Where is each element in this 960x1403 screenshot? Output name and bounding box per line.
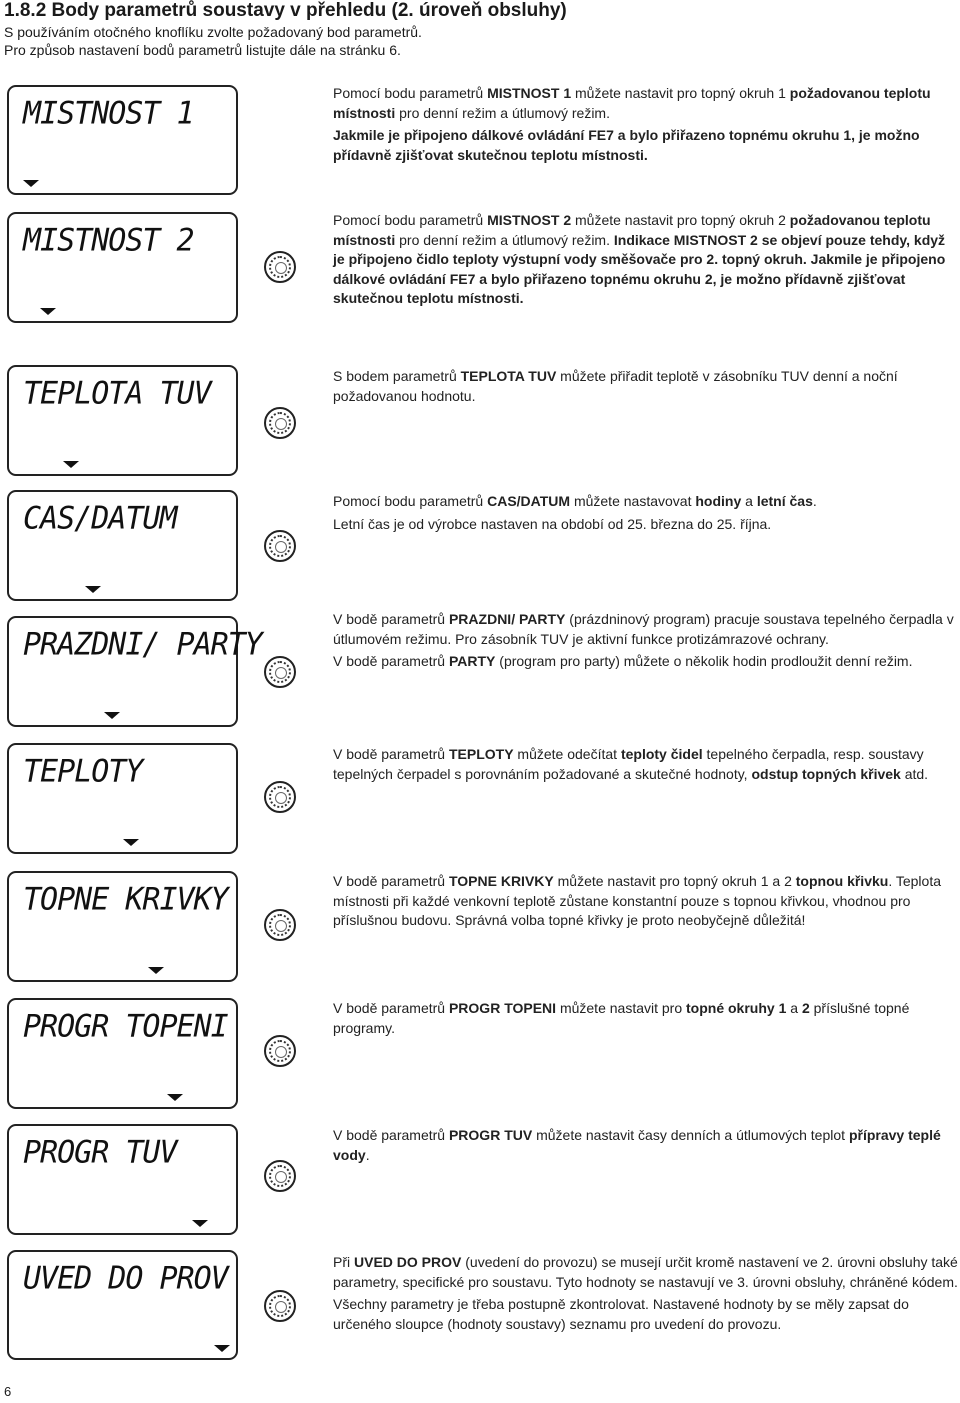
- description-paragraph: [333, 1295, 958, 1334]
- rotary-knob-icon: [264, 1160, 296, 1192]
- down-arrow-icon: [23, 180, 39, 187]
- text-run: a: [741, 493, 757, 509]
- bold-text: PROGR TUV: [448, 1127, 533, 1143]
- text-run: pro denní režim a útlumový režim.: [395, 231, 614, 248]
- page-title: 1.8.2 Body parametrů soustavy v přehledu (2. úroveň obsluhy): [4, 0, 567, 21]
- text-run: .: [365, 1146, 370, 1163]
- rotary-knob-icon: [264, 909, 296, 941]
- description-paragraph: [333, 745, 958, 784]
- lcd-display-progr-tuv: [7, 1124, 238, 1235]
- page-number: 6: [4, 1384, 12, 1399]
- bold-text: topné okruhy 1: [686, 1000, 787, 1016]
- text-run: atd.: [900, 765, 929, 782]
- lcd-display-teploty: [7, 743, 238, 854]
- down-arrow-icon: [192, 1220, 208, 1227]
- section-description: [333, 1253, 958, 1337]
- bold-text: hodiny: [695, 493, 742, 509]
- text-run: . Teplota místnosti při každé venkovní teplotě zůstane konstantní pouze s topnou křivkou, vhodnou pro příslušnou budovu. Správná volba topné křivky je proto neobyčejně důležitá!: [333, 873, 941, 928]
- text-run: můžete nastavit pro topný okruh 1: [571, 85, 790, 101]
- text-run: příslušné topné programy.: [333, 1000, 910, 1036]
- text-run: pro denní režim a útlumový režim.: [395, 104, 610, 121]
- text-run: V bodě parametrů: [333, 653, 449, 669]
- text-run: V bodě parametrů: [333, 1127, 449, 1143]
- text-run: můžete nastavovat: [570, 493, 696, 509]
- down-arrow-icon: [40, 308, 56, 315]
- bold-text: CAS/DATUM: [487, 493, 571, 509]
- rotary-knob-icon: [264, 656, 296, 688]
- lcd-display-progr-topeni: [7, 998, 238, 1109]
- section-description: [333, 367, 958, 409]
- description-paragraph: [333, 515, 958, 535]
- down-arrow-icon: [167, 1094, 183, 1101]
- section-description: [333, 610, 958, 675]
- bold-text: 2: [801, 1000, 810, 1016]
- bold-text: přípravy teplé vody: [333, 1127, 941, 1163]
- lcd-text: MISTNOST 1: [23, 95, 194, 132]
- lcd-text: PROGR TOPENI: [23, 1008, 228, 1045]
- bold-text: teploty čidel: [620, 746, 703, 762]
- bold-text: PARTY: [448, 653, 496, 669]
- rotary-knob-icon: [264, 251, 296, 283]
- lcd-display-prazdni-party: [7, 616, 262, 727]
- bold-text: TEPLOTY: [448, 746, 514, 762]
- intro-line-1: S používáním otočného knoflíku zvolte požadovaný bod parametrů.: [4, 24, 422, 40]
- lcd-text: UVED DO PROV: [23, 1260, 228, 1297]
- text-run: můžete nastavit pro: [556, 1000, 687, 1016]
- down-arrow-icon: [148, 967, 164, 974]
- bold-text: TOPNE KRIVKY: [448, 873, 554, 889]
- lcd-display-topne-krivky: [7, 871, 238, 982]
- bold-text: Indikace MISTNOST 2 se objeví pouze tehdy, když je připojeno čidlo teploty výstupní vody směšovače pro 2. topný okruh.: [333, 231, 946, 267]
- rotary-knob-icon: [264, 1290, 296, 1322]
- description-paragraph: [333, 492, 958, 512]
- text-run: můžete nastavit pro topný okruh 1 a 2: [553, 873, 796, 889]
- down-arrow-icon: [214, 1345, 230, 1352]
- bold-text: MISTNOST 1: [487, 85, 572, 101]
- text-run: V bodě parametrů: [333, 1000, 449, 1016]
- bold-text: odstup topných křivek: [751, 765, 901, 782]
- description-paragraph: [333, 1253, 958, 1292]
- lcd-text: TOPNE KRIVKY: [23, 881, 228, 918]
- lcd-display-mistnost-1: [7, 85, 238, 195]
- text-run: Pomocí bodu parametrů: [333, 493, 488, 509]
- rotary-knob-icon: [264, 530, 296, 562]
- intro-line-2: Pro způsob nastavení bodů parametrů listujte dále na stránku 6.: [4, 42, 401, 58]
- bold-text: Jakmile je připojeno dálkové ovládání FE7 a bylo přiřazeno topnému okruhu 1, je možno přídavně zjišťovat skutečnou teplotu místnosti.: [333, 127, 920, 163]
- bold-text: letní čas: [756, 493, 813, 509]
- rotary-knob-icon: [264, 781, 296, 813]
- description-paragraph: [333, 610, 958, 649]
- lcd-display-mistnost-2: [7, 212, 238, 323]
- text-run: S bodem parametrů: [333, 368, 461, 384]
- text-run: (prázdninový program) pracuje soustava tepelného čerpadla v útlumovém režimu. Pro zásobník TUV je aktivní funkce protizámrazové ochrany.: [333, 611, 954, 647]
- lcd-text: TEPLOTY: [23, 753, 143, 790]
- bold-text: požadovanou teplotu místnosti: [333, 212, 931, 248]
- description-paragraph: [333, 367, 958, 406]
- lcd-text: PROGR TUV: [23, 1134, 177, 1171]
- description-paragraph: [333, 126, 958, 165]
- lcd-display-teplota-tuv: [7, 365, 238, 476]
- bold-text: MISTNOST 2: [487, 212, 572, 228]
- section-description: [333, 1126, 958, 1168]
- down-arrow-icon: [63, 461, 79, 468]
- text-run: V bodě parametrů: [333, 873, 449, 889]
- text-run: (uvedení do provozu) se musejí určit kromě nastavení ve 2. úrovni obsluhy také parametry, specifické pro soustavu. Tyto hodnoty se nastavují ve 3. úrovni obsluhy, chráněné kódem.: [333, 1254, 958, 1290]
- bold-text: PROGR TOPENI: [448, 1000, 557, 1016]
- text-run: můžete nastavit pro topný okruh 2: [571, 212, 790, 228]
- bold-text: Jakmile je připojeno dálkové ovládání FE7 a bylo přiřazeno topnému okruhu 2, je možno přídavně zjišťovat skutečnou teplotu místnosti.: [333, 251, 946, 306]
- text-run: a: [786, 1000, 802, 1016]
- text-run: (program pro party) můžete o několik hodin prodloužit denní režim.: [495, 653, 913, 669]
- down-arrow-icon: [85, 586, 101, 593]
- text-run: můžete přiřadit teplotě v zásobníku TUV denní a noční požadovanou hodnotu.: [333, 368, 898, 404]
- section-description: [333, 492, 958, 537]
- description-paragraph: [333, 84, 958, 123]
- rotary-knob-icon: [264, 1035, 296, 1067]
- description-paragraph: [333, 872, 958, 931]
- description-paragraph: [333, 652, 958, 672]
- text-run: tepelného čerpadla, resp. soustavy tepelných čerpadel s porovnáním požadované a skutečné hodnoty,: [333, 746, 924, 782]
- description-paragraph: [333, 999, 958, 1038]
- lcd-text: MISTNOST 2: [23, 222, 194, 259]
- section-description: [333, 745, 958, 787]
- description-paragraph: [333, 211, 958, 309]
- text-run: Při: [333, 1254, 354, 1270]
- lcd-text: CAS/DATUM: [23, 500, 177, 537]
- text-run: Pomocí bodu parametrů: [333, 212, 488, 228]
- section-description: [333, 84, 958, 168]
- text-run: V bodě parametrů: [333, 746, 449, 762]
- lcd-text: PRAZDNI/ PARTY: [23, 626, 262, 663]
- bold-text: topnou křivku: [795, 873, 889, 889]
- text-run: .: [812, 493, 817, 509]
- lcd-display-uved-do-prov: [7, 1250, 238, 1360]
- bold-text: UVED DO PROV: [354, 1254, 462, 1270]
- text-run: V bodě parametrů: [333, 611, 449, 627]
- text-run: Letní čas je od výrobce nastaven na období od 25. března do 25. října.: [333, 515, 772, 532]
- rotary-knob-icon: [264, 407, 296, 439]
- text-run: Pomocí bodu parametrů: [333, 85, 488, 101]
- text-run: můžete odečítat: [513, 746, 621, 762]
- bold-text: požadovanou teplotu místnosti: [333, 85, 931, 121]
- section-description: [333, 872, 958, 934]
- bold-text: TEPLOTA TUV: [460, 368, 557, 384]
- description-paragraph: [333, 1126, 958, 1165]
- lcd-text: TEPLOTA TUV: [23, 375, 211, 412]
- down-arrow-icon: [123, 839, 139, 846]
- section-description: [333, 999, 958, 1041]
- section-description: [333, 211, 958, 312]
- lcd-display-cas-datum: [7, 490, 238, 601]
- text-run: Všechny parametry je třeba postupně zkontrolovat. Nastavené hodnoty by se měly zapsat do určeného sloupce (hodnoty soustavy) seznamu pro uvedení do provozu.: [333, 1296, 909, 1332]
- bold-text: PRAZDNI/ PARTY: [448, 611, 566, 627]
- down-arrow-icon: [104, 712, 120, 719]
- text-run: můžete nastavit časy denních a útlumových teplot: [532, 1127, 849, 1143]
